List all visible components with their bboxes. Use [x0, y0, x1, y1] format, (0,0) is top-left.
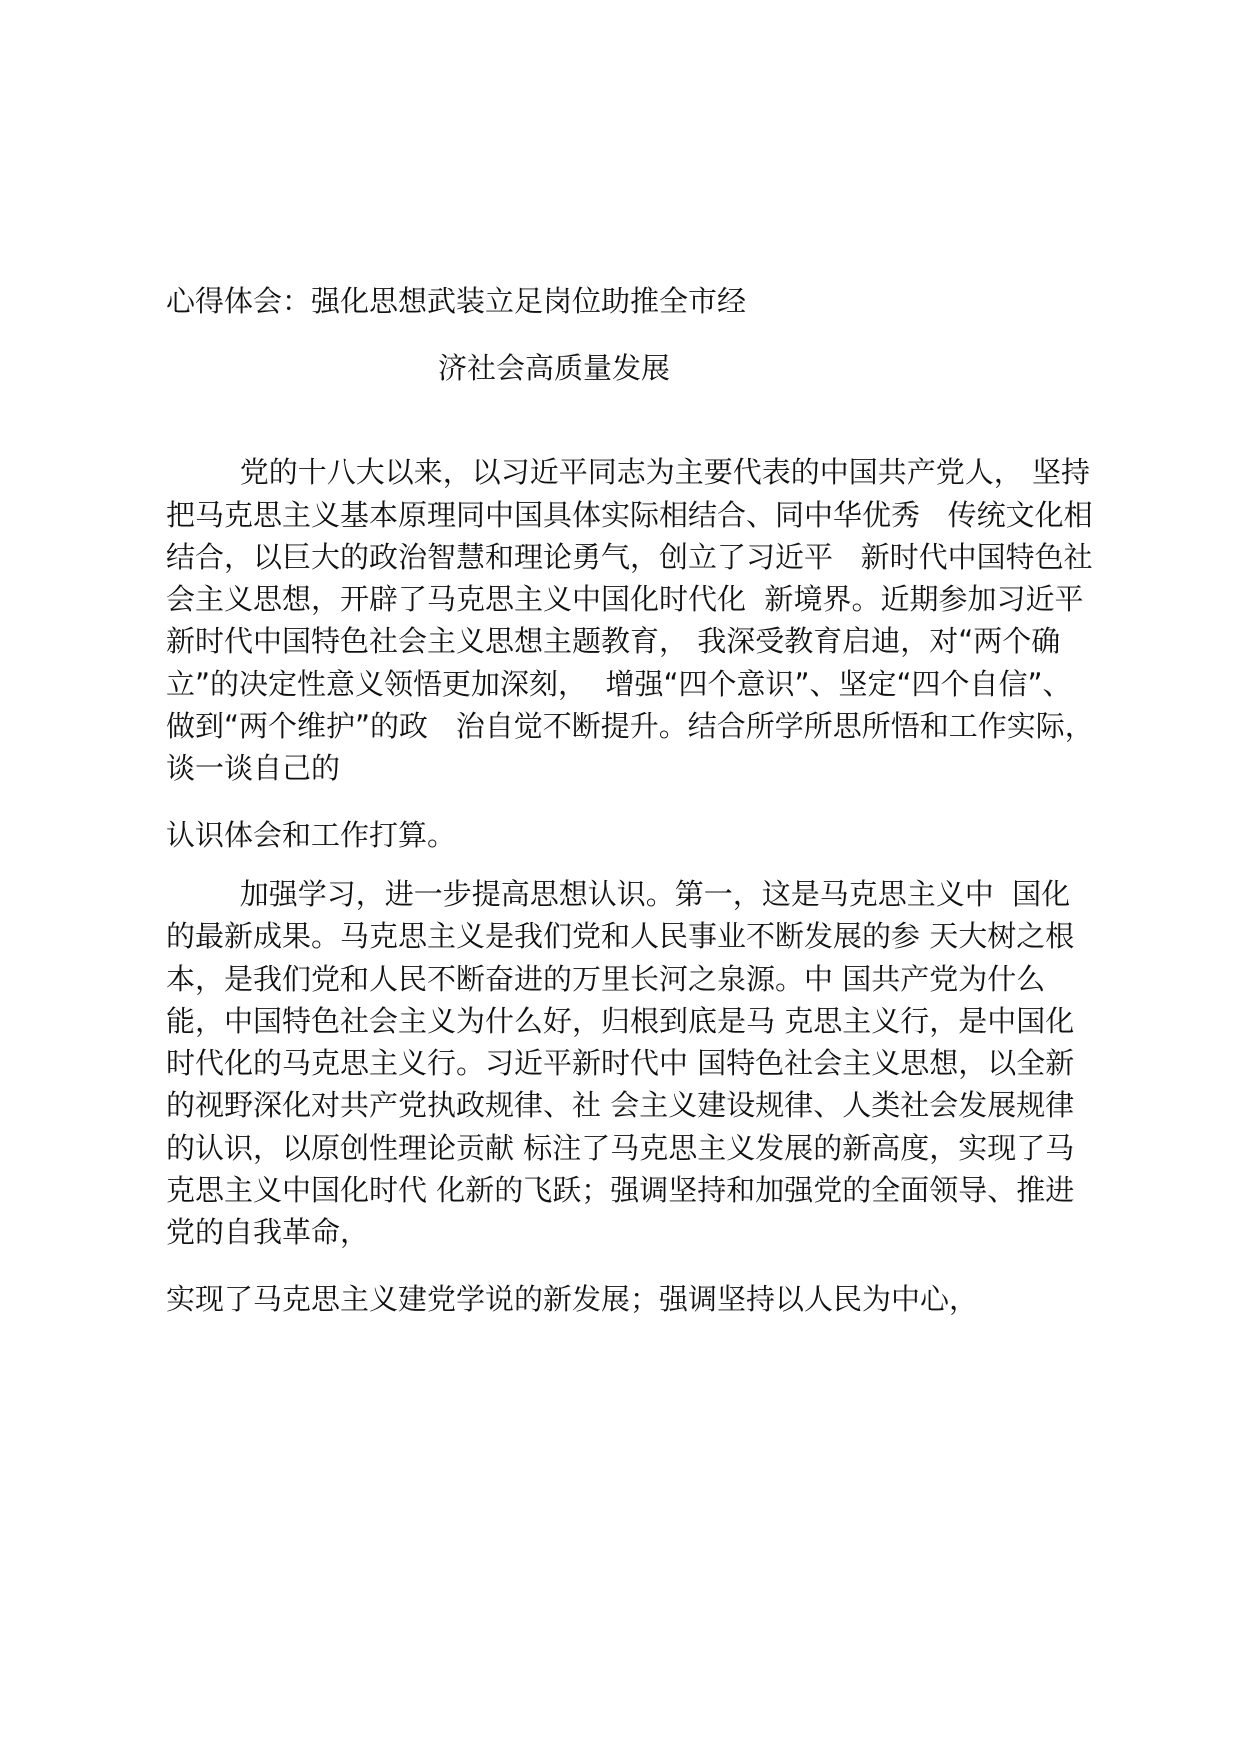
paragraph-2-line-1: 认识体会和工作打算。 — [166, 818, 457, 852]
paragraph-1-line-6: 立”的决定性意义领悟更加深刻， 增强“四个意识”、坚定“四个自信”、 — [166, 667, 1072, 701]
paragraph-3-line-4: 能，中国特色社会主义为什么好，归根到底是马 克思主义行，是中国化 — [166, 1004, 1075, 1038]
paragraph-3-line-5: 时代化的马克思主义行。习近平新时代中 国特色社会主义思想，以全新 — [166, 1046, 1075, 1080]
paragraph-3-line-3: 本，是我们党和人民不断奋进的万里长河之泉源。中 国共产党为什么 — [166, 962, 1046, 996]
paragraph-3-line-7: 的认识，以原创性理论贡献 标注了马克思主义发展的新高度，实现了马 — [166, 1131, 1075, 1165]
paragraph-3-line-9: 党的自我革命， — [166, 1215, 370, 1249]
title-line-1: 心得体会：强化思想武装立足岗位助推全市经 — [166, 284, 747, 318]
title-line-2: 济社会高质量发展 — [438, 351, 671, 385]
paragraph-1-line-7: 做到“两个维护”的政 治自觉不断提升。结合所学所思所悟和工作实际， — [166, 709, 1094, 743]
paragraph-1-line-5: 新时代中国特色社会主义思想主题教育， 我深受教育启迪，对“两个确 — [166, 624, 1061, 658]
paragraph-4-line-1: 实现了马克思主义建党学说的新发展；强调坚持以人民为中心， — [166, 1282, 979, 1316]
paragraph-1-line-8: 谈一谈自己的 — [166, 751, 341, 785]
paragraph-3-line-8: 克思主义中国化时代 化新的飞跃；强调坚持和加强党的全面领导、推进 — [166, 1173, 1075, 1207]
paragraph-3-line-6: 的视野深化对共产党执政规律、社 会主义建设规律、人类社会发展规律 — [166, 1088, 1075, 1122]
paragraph-1-line-4: 会主义思想，开辟了马克思主义中国化时代化 新境界。近期参加习近平 — [166, 582, 1084, 616]
paragraph-3-line-2: 的最新成果。马克思主义是我们党和人民事业不断发展的参 天大树之根 — [166, 919, 1075, 953]
paragraph-1-line-3: 结合，以巨大的政治智慧和理论勇气，创立了习近平 新时代中国特色社 — [166, 540, 1093, 574]
paragraph-1-line-1: 党的十八大以来，以习近平同志为主要代表的中国共产党人， 坚持 — [166, 455, 1090, 489]
paragraph-3-line-1: 加强学习，进一步提高思想认识。第一，这是马克思主义中 国化 — [166, 877, 1071, 911]
paragraph-1-line-2: 把马克思主义基本原理同中国具体实际相结合、同中华优秀 传统文化相 — [166, 498, 1093, 532]
